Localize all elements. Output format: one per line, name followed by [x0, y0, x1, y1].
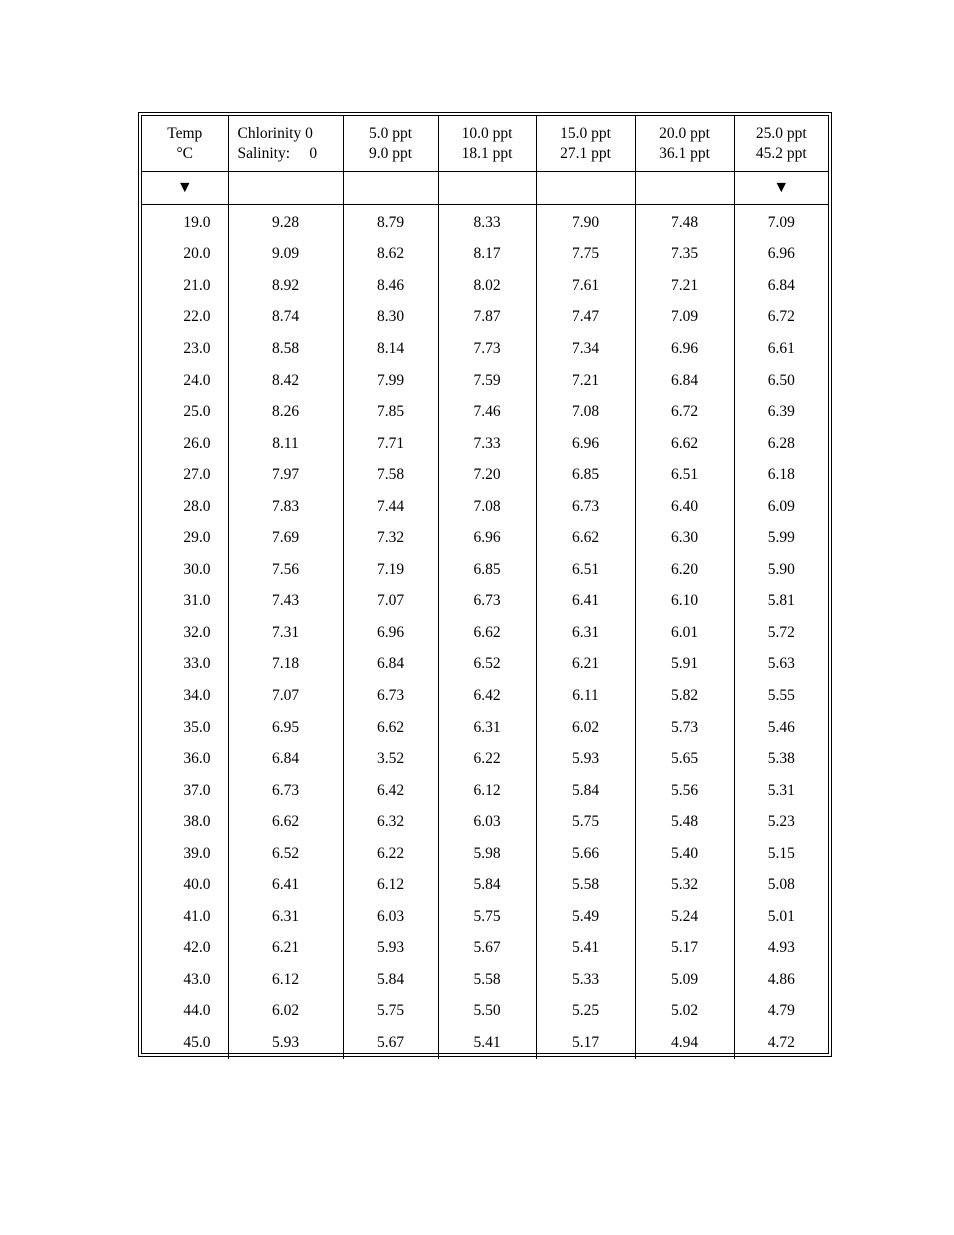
oxygen-value-cell: 8.62 [343, 239, 438, 271]
oxygen-value-cell: 7.47 [536, 302, 635, 334]
oxygen-value-cell: 5.33 [536, 964, 635, 996]
oxygen-value-cell: 7.34 [536, 333, 635, 365]
oxygen-value-cell: 6.01 [635, 617, 734, 649]
oxygen-value-cell: 8.11 [228, 428, 343, 460]
oxygen-value-cell: 5.48 [635, 806, 734, 838]
oxygen-value-cell: 6.39 [734, 396, 828, 428]
table-row [142, 680, 828, 712]
oxygen-value-cell: 5.67 [438, 933, 536, 965]
table-row [142, 838, 828, 870]
oxygen-value-cell: 6.95 [228, 712, 343, 744]
oxygen-solubility-table [142, 116, 828, 1059]
oxygen-value-cell: 5.93 [343, 933, 438, 965]
oxygen-value-cell: 5.58 [536, 869, 635, 901]
table-row [142, 205, 828, 239]
oxygen-value-cell: 6.03 [438, 806, 536, 838]
oxygen-value-cell: 7.61 [536, 270, 635, 302]
oxygen-value-cell: 7.09 [635, 302, 734, 334]
header-col-25ppt [734, 116, 828, 172]
temperature-cell: 19.0 [183, 213, 211, 231]
oxygen-value-cell: 5.66 [536, 838, 635, 870]
oxygen-value-cell: 7.48 [635, 205, 734, 239]
table-row [142, 775, 828, 807]
oxygen-value-cell: 5.56 [635, 775, 734, 807]
table-row [142, 649, 828, 681]
oxygen-value-cell: 5.99 [734, 522, 828, 554]
oxygen-value-cell: 7.18 [228, 649, 343, 681]
temperature-cell: 45.0 [183, 1033, 211, 1051]
temperature-cell: 37.0 [183, 781, 211, 799]
header-salinity-value: 9.0 ppt [368, 144, 413, 162]
header-chlorinity-value: 20.0 ppt [659, 124, 710, 142]
oxygen-value-cell: 6.84 [228, 743, 343, 775]
oxygen-value-cell: 8.92 [228, 270, 343, 302]
oxygen-value-cell: 4.93 [734, 933, 828, 965]
oxygen-value-cell: 6.09 [734, 491, 828, 523]
oxygen-value-cell: 6.22 [343, 838, 438, 870]
header-salinity-value: 18.1 ppt [461, 144, 513, 162]
table-row [142, 1027, 828, 1059]
oxygen-value-cell: 6.31 [438, 712, 536, 744]
oxygen-value-cell: 6.12 [438, 775, 536, 807]
oxygen-value-cell: 5.63 [734, 649, 828, 681]
header-col-5ppt [343, 116, 438, 172]
table-row [142, 396, 828, 428]
oxygen-value-cell: 5.38 [734, 743, 828, 775]
oxygen-value-cell: 6.61 [734, 333, 828, 365]
oxygen-value-cell: 6.52 [228, 838, 343, 870]
header-temp-unit: °C [176, 144, 194, 162]
oxygen-value-cell: 5.65 [635, 743, 734, 775]
table-row [142, 964, 828, 996]
oxygen-value-cell: 5.17 [536, 1027, 635, 1059]
oxygen-value-cell: 5.58 [438, 964, 536, 996]
oxygen-value-cell: 5.17 [635, 933, 734, 965]
temperature-cell: 30.0 [183, 560, 211, 578]
header-chlorinity-line1: Chlorinity 0 [237, 124, 313, 142]
oxygen-value-cell: 7.90 [536, 205, 635, 239]
oxygen-value-cell: 5.15 [734, 838, 828, 870]
table-row [142, 743, 828, 775]
oxygen-value-cell: 6.96 [734, 239, 828, 271]
oxygen-value-cell: 7.69 [228, 522, 343, 554]
oxygen-value-cell: 6.62 [228, 806, 343, 838]
empty-cell [228, 172, 343, 205]
oxygen-value-cell: 8.46 [343, 270, 438, 302]
oxygen-value-cell: 7.21 [635, 270, 734, 302]
oxygen-value-cell: 7.20 [438, 459, 536, 491]
header-chlorinity-value: 15.0 ppt [560, 124, 611, 142]
temperature-cell: 32.0 [183, 623, 211, 641]
temperature-cell: 39.0 [183, 844, 211, 862]
oxygen-value-cell: 6.28 [734, 428, 828, 460]
table-row [142, 869, 828, 901]
oxygen-value-cell: 4.86 [734, 964, 828, 996]
oxygen-value-cell: 8.74 [228, 302, 343, 334]
oxygen-value-cell: 7.43 [228, 586, 343, 618]
oxygen-value-cell: 6.42 [343, 775, 438, 807]
oxygen-value-cell: 6.96 [343, 617, 438, 649]
table-row [142, 365, 828, 397]
oxygen-value-cell: 7.21 [536, 365, 635, 397]
oxygen-value-cell: 6.02 [536, 712, 635, 744]
oxygen-value-cell: 6.20 [635, 554, 734, 586]
oxygen-value-cell: 7.87 [438, 302, 536, 334]
table-row [142, 996, 828, 1028]
oxygen-value-cell: 6.22 [438, 743, 536, 775]
oxygen-value-cell: 5.40 [635, 838, 734, 870]
oxygen-value-cell: 7.32 [343, 522, 438, 554]
table-row [142, 933, 828, 965]
oxygen-value-cell: 7.71 [343, 428, 438, 460]
oxygen-value-cell: 8.33 [438, 205, 536, 239]
header-chlorinity-value: 10.0 ppt [461, 124, 513, 142]
oxygen-value-cell: 5.24 [635, 901, 734, 933]
oxygen-value-cell: 6.51 [635, 459, 734, 491]
oxygen-value-cell: 5.82 [635, 680, 734, 712]
oxygen-value-cell: 7.07 [228, 680, 343, 712]
oxygen-value-cell: 6.73 [438, 586, 536, 618]
header-row [142, 116, 828, 172]
oxygen-value-cell: 5.31 [734, 775, 828, 807]
oxygen-value-cell: 6.02 [228, 996, 343, 1028]
temperature-cell: 40.0 [183, 876, 211, 894]
oxygen-value-cell: 7.58 [343, 459, 438, 491]
oxygen-value-cell: 6.40 [635, 491, 734, 523]
oxygen-value-cell: 7.59 [438, 365, 536, 397]
oxygen-value-cell: 6.62 [536, 522, 635, 554]
header-salinity-value: 36.1 ppt [659, 144, 710, 162]
temperature-cell: 31.0 [183, 592, 211, 610]
header-salinity-value: 45.2 ppt [755, 144, 807, 162]
oxygen-value-cell: 7.08 [438, 491, 536, 523]
oxygen-value-cell: 6.42 [438, 680, 536, 712]
table-row [142, 901, 828, 933]
down-triangle-icon: ▼ [773, 179, 790, 196]
oxygen-value-cell: 6.84 [734, 270, 828, 302]
oxygen-value-cell: 5.91 [635, 649, 734, 681]
oxygen-value-cell: 6.73 [343, 680, 438, 712]
temperature-cell: 34.0 [183, 686, 211, 704]
oxygen-value-cell: 5.90 [734, 554, 828, 586]
temperature-cell: 42.0 [183, 939, 211, 957]
temperature-cell: 35.0 [183, 718, 211, 736]
oxygen-value-cell: 7.73 [438, 333, 536, 365]
oxygen-value-cell: 5.81 [734, 586, 828, 618]
table-row [142, 239, 828, 271]
temperature-cell: 28.0 [183, 497, 211, 515]
oxygen-value-cell: 6.72 [635, 396, 734, 428]
down-triangle-icon: ▼ [176, 179, 193, 196]
oxygen-value-cell: 5.84 [536, 775, 635, 807]
header-chlorinity-value: 5.0 ppt [368, 124, 413, 142]
oxygen-value-cell: 6.41 [228, 869, 343, 901]
oxygen-value-cell: 6.31 [228, 901, 343, 933]
oxygen-value-cell: 6.51 [536, 554, 635, 586]
header-col-10ppt [438, 116, 536, 172]
header-col-15ppt [536, 116, 635, 172]
oxygen-value-cell: 8.17 [438, 239, 536, 271]
oxygen-value-cell: 7.85 [343, 396, 438, 428]
oxygen-value-cell: 5.98 [438, 838, 536, 870]
temperature-cell: 26.0 [183, 434, 211, 452]
oxygen-value-cell: 6.62 [438, 617, 536, 649]
oxygen-value-cell: 5.41 [438, 1027, 536, 1059]
oxygen-value-cell: 4.79 [734, 996, 828, 1028]
oxygen-value-cell: 8.14 [343, 333, 438, 365]
temperature-cell: 27.0 [183, 466, 211, 484]
oxygen-value-cell: 6.85 [536, 459, 635, 491]
header-col-20ppt [635, 116, 734, 172]
temperature-cell: 38.0 [183, 813, 211, 831]
temperature-cell: 24.0 [183, 371, 211, 389]
oxygen-value-cell: 7.08 [536, 396, 635, 428]
oxygen-value-cell: 6.21 [228, 933, 343, 965]
oxygen-value-cell: 5.93 [536, 743, 635, 775]
oxygen-solubility-table-frame [138, 112, 832, 1057]
oxygen-value-cell: 4.94 [635, 1027, 734, 1059]
arrow-row [142, 172, 828, 205]
oxygen-value-cell: 7.09 [734, 205, 828, 239]
oxygen-value-cell: 5.23 [734, 806, 828, 838]
oxygen-value-cell: 6.72 [734, 302, 828, 334]
oxygen-value-cell: 5.93 [228, 1027, 343, 1059]
oxygen-value-cell: 8.58 [228, 333, 343, 365]
oxygen-value-cell: 3.52 [343, 743, 438, 775]
oxygen-value-cell: 5.49 [536, 901, 635, 933]
temperature-cell: 25.0 [183, 403, 211, 421]
oxygen-value-cell: 5.09 [635, 964, 734, 996]
table-row [142, 617, 828, 649]
oxygen-value-cell: 6.31 [536, 617, 635, 649]
temperature-cell: 33.0 [183, 655, 211, 673]
oxygen-value-cell: 5.41 [536, 933, 635, 965]
header-chlorinity-value: 25.0 ppt [755, 124, 807, 142]
table-row [142, 522, 828, 554]
table-row [142, 270, 828, 302]
oxygen-value-cell: 5.75 [343, 996, 438, 1028]
oxygen-value-cell: 5.02 [635, 996, 734, 1028]
oxygen-value-cell: 7.44 [343, 491, 438, 523]
arrow-cell-left [142, 172, 228, 205]
oxygen-value-cell: 5.75 [536, 806, 635, 838]
oxygen-value-cell: 9.28 [228, 205, 343, 239]
temperature-cell: 29.0 [183, 529, 211, 547]
oxygen-value-cell: 6.73 [536, 491, 635, 523]
temperature-cell: 41.0 [183, 907, 211, 925]
temperature-cell: 43.0 [183, 970, 211, 988]
temperature-cell: 23.0 [183, 339, 211, 357]
header-temp-line1: Temp [167, 124, 203, 142]
oxygen-value-cell: 7.31 [228, 617, 343, 649]
header-salinity-value: 27.1 ppt [560, 144, 611, 162]
oxygen-value-cell: 6.41 [536, 586, 635, 618]
table-row [142, 333, 828, 365]
oxygen-value-cell: 5.01 [734, 901, 828, 933]
temperature-cell: 20.0 [183, 245, 211, 263]
oxygen-value-cell: 6.30 [635, 522, 734, 554]
header-chlorinity [228, 116, 343, 172]
table-row [142, 302, 828, 334]
empty-cell [343, 172, 438, 205]
header-temp [142, 116, 228, 172]
oxygen-value-cell: 5.50 [438, 996, 536, 1028]
oxygen-value-cell: 4.72 [734, 1027, 828, 1059]
temperature-cell: 22.0 [183, 308, 211, 326]
oxygen-value-cell: 6.96 [438, 522, 536, 554]
table-row [142, 428, 828, 460]
oxygen-value-cell: 7.83 [228, 491, 343, 523]
temperature-cell: 21.0 [183, 276, 211, 294]
empty-cell [635, 172, 734, 205]
oxygen-value-cell: 6.18 [734, 459, 828, 491]
table-row [142, 712, 828, 744]
oxygen-value-cell: 7.07 [343, 586, 438, 618]
table-row [142, 459, 828, 491]
empty-cell [438, 172, 536, 205]
header-salinity-line2: Salinity: 0 [237, 144, 318, 162]
table-row [142, 554, 828, 586]
table-row [142, 586, 828, 618]
oxygen-value-cell: 6.52 [438, 649, 536, 681]
oxygen-value-cell: 6.03 [343, 901, 438, 933]
oxygen-value-cell: 7.99 [343, 365, 438, 397]
oxygen-value-cell: 9.09 [228, 239, 343, 271]
oxygen-value-cell: 5.73 [635, 712, 734, 744]
oxygen-value-cell: 6.62 [635, 428, 734, 460]
table-row [142, 806, 828, 838]
oxygen-value-cell: 6.84 [635, 365, 734, 397]
oxygen-value-cell: 7.19 [343, 554, 438, 586]
empty-cell [536, 172, 635, 205]
oxygen-value-cell: 6.11 [536, 680, 635, 712]
oxygen-value-cell: 8.02 [438, 270, 536, 302]
oxygen-value-cell: 5.84 [343, 964, 438, 996]
arrow-cell-right [734, 172, 828, 205]
temperature-cell: 44.0 [183, 1002, 211, 1020]
table-row [142, 491, 828, 523]
oxygen-value-cell: 7.56 [228, 554, 343, 586]
oxygen-value-cell: 5.08 [734, 869, 828, 901]
oxygen-value-cell: 8.42 [228, 365, 343, 397]
oxygen-value-cell: 6.96 [536, 428, 635, 460]
oxygen-value-cell: 6.73 [228, 775, 343, 807]
oxygen-value-cell: 7.35 [635, 239, 734, 271]
oxygen-value-cell: 6.10 [635, 586, 734, 618]
oxygen-value-cell: 8.30 [343, 302, 438, 334]
oxygen-value-cell: 5.55 [734, 680, 828, 712]
oxygen-value-cell: 5.25 [536, 996, 635, 1028]
oxygen-value-cell: 6.12 [343, 869, 438, 901]
oxygen-value-cell: 6.62 [343, 712, 438, 744]
oxygen-value-cell: 5.67 [343, 1027, 438, 1059]
oxygen-value-cell: 7.46 [438, 396, 536, 428]
oxygen-value-cell: 7.75 [536, 239, 635, 271]
oxygen-value-cell: 6.21 [536, 649, 635, 681]
oxygen-value-cell: 6.50 [734, 365, 828, 397]
oxygen-value-cell: 8.79 [343, 205, 438, 239]
oxygen-value-cell: 5.46 [734, 712, 828, 744]
temperature-cell: 36.0 [183, 750, 211, 768]
table-inner-border [141, 115, 829, 1054]
oxygen-value-cell: 6.84 [343, 649, 438, 681]
oxygen-value-cell: 6.12 [228, 964, 343, 996]
oxygen-value-cell: 6.85 [438, 554, 536, 586]
oxygen-value-cell: 5.75 [438, 901, 536, 933]
oxygen-value-cell: 5.32 [635, 869, 734, 901]
oxygen-value-cell: 7.97 [228, 459, 343, 491]
oxygen-value-cell: 8.26 [228, 396, 343, 428]
oxygen-value-cell: 7.33 [438, 428, 536, 460]
oxygen-value-cell: 5.72 [734, 617, 828, 649]
oxygen-value-cell: 5.84 [438, 869, 536, 901]
oxygen-value-cell: 6.32 [343, 806, 438, 838]
oxygen-value-cell: 6.96 [635, 333, 734, 365]
